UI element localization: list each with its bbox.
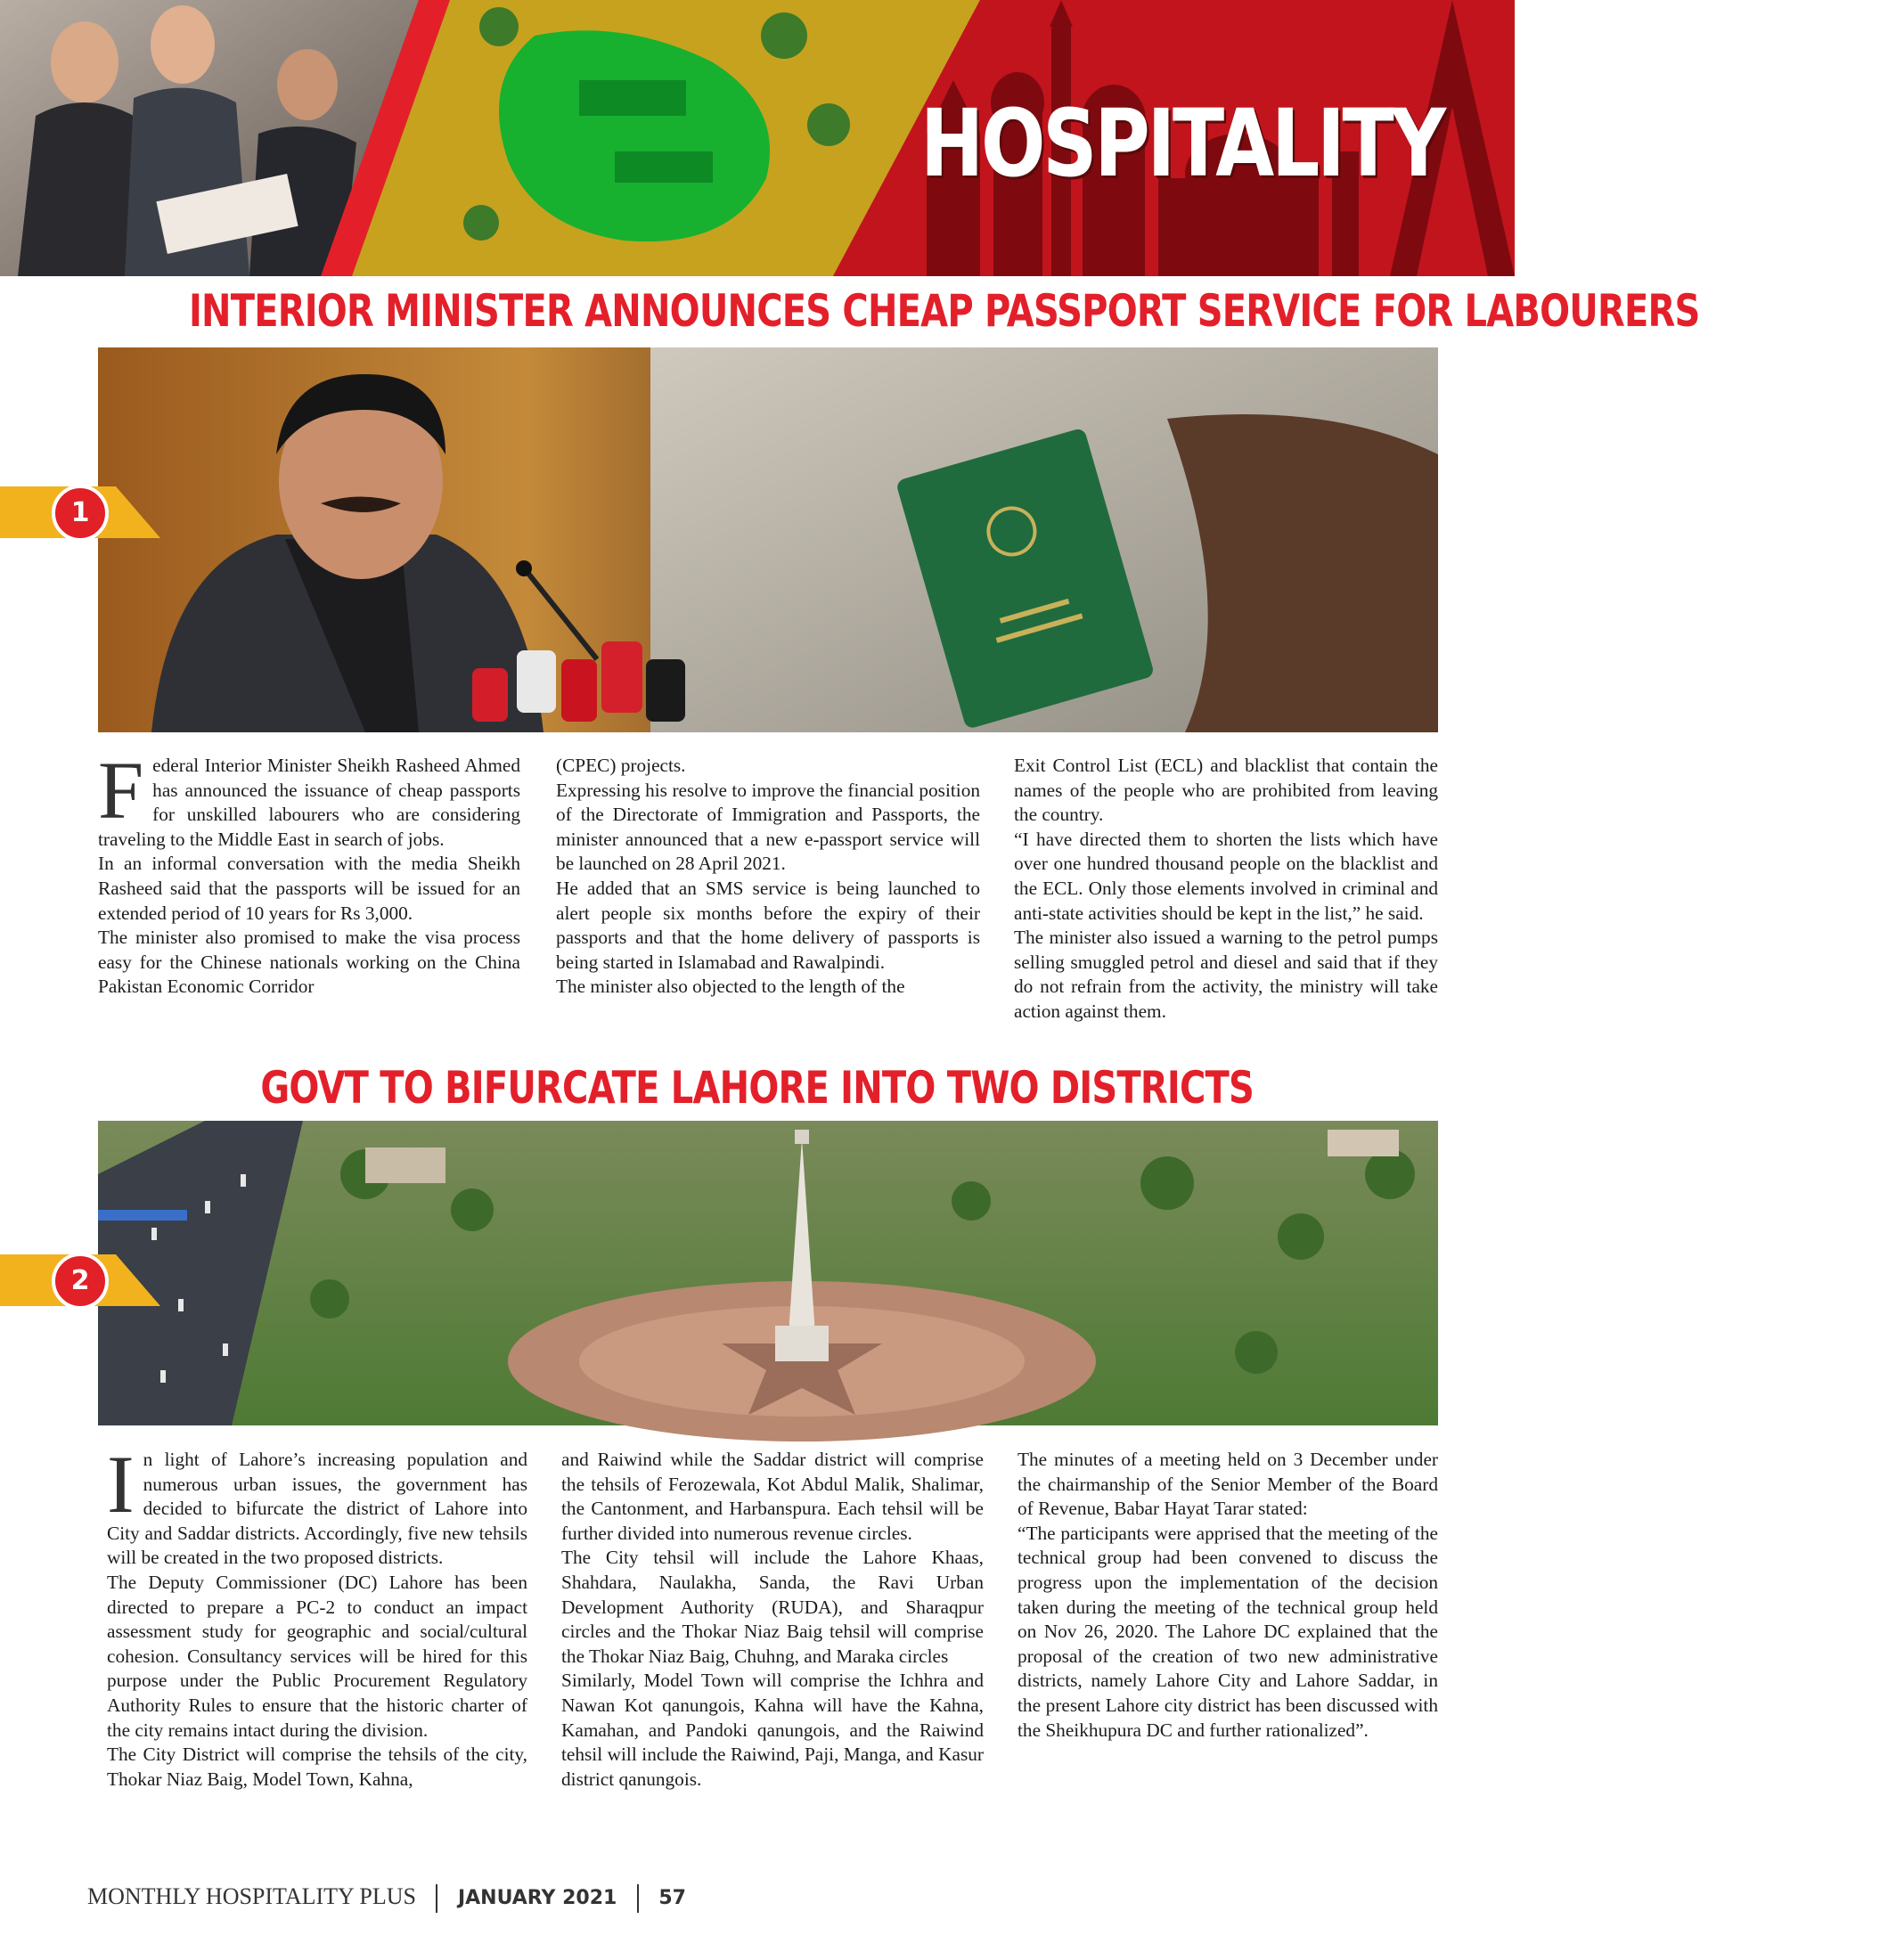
article-1-drop-cap: F	[98, 745, 144, 836]
article-2-column-3	[1018, 1448, 1438, 1743]
paragraph: The minutes of a meeting held on 3 December under the chairmanship of the Senior Member of the Board of Revenue, Babar Hayat Tarar stated:	[1018, 1449, 1438, 1520]
paragraph: n light of Lahore’s increasing population and numerous urban issues, the government has decided to bifurcate the district of Lahore into City and Saddar districts. Accordingly, five new tehsils will be created in the two proposed districts.	[107, 1449, 527, 1569]
article-1-number: 1	[52, 485, 109, 542]
article-2-number-marker	[0, 1254, 160, 1306]
article-1-number-marker	[0, 486, 160, 538]
paragraph: The minister also promised to make the visa process easy for the Chinese nationals working on the China Pakistan Economic Corridor	[98, 927, 520, 998]
section-title: HOSPITALITY	[920, 89, 1443, 198]
paragraph: and Raiwind while the Saddar district will comprise the tehsils of Ferozewala, Kot Abdul Malik, Shalimar, the Cantonment, and Harbanspura. Each tehsil will be further divided into numerous revenue circles.	[561, 1449, 984, 1544]
footer-divider	[436, 1884, 437, 1913]
page-number: 57	[658, 1887, 686, 1909]
article-1-headline	[0, 285, 1700, 337]
paragraph: He added that an SMS service is being launched to alert people six months before the expiry of their passports and that the home delivery of passports is being started in Islamabad and Rawalpindi.	[556, 877, 980, 973]
article-2-number: 2	[52, 1253, 109, 1310]
paragraph: Expressing his resolve to improve the financial position of the Directorate of Immigration and Passports, the minister announced that a new e-passport service will be launched on 28 April 2021.	[556, 779, 980, 875]
article-1-column-2	[556, 754, 980, 1000]
article-2-column-1	[107, 1439, 527, 1792]
article-2-headline-text: GOVT TO BIFURCATE LAHORE INTO TWO DISTRICTS	[260, 1062, 1255, 1114]
footer-divider	[637, 1884, 639, 1913]
paragraph: “The participants were apprised that the meeting of the technical group had been convened to discuss the progress upon the implementation of the decision taken during the meeting of the technical group held on Nov 26, 2020. The Lahore DC explained that the proposal of the creation of two new administrative districts, namely Lahore City and Lahore Saddar, in the present Lahore city district has been discussed with the Sheikhupura DC and further rationalized”.	[1018, 1522, 1438, 1741]
article-1-headline-text: INTERIOR MINISTER ANNOUNCES CHEAP PASSPORT SERVICE FOR LABOURERS	[188, 285, 1700, 337]
page-footer	[87, 1883, 686, 1913]
publication-name: MONTHLY HOSPITALITY PLUS	[87, 1883, 416, 1909]
paragraph: “I have directed them to shorten the lists which have over one hundred thousand people on the blacklist and the ECL. Only those elements involved in criminal and anti-state activities should be kept in the list,” he said.	[1014, 828, 1438, 924]
paragraph: The City tehsil will include the Lahore Khaas, Shahdara, Naulakha, Sanda, the Ravi Urban Development Authority (RUDA), and Sharaqpur circles and the Thokar Niaz Baig tehsil will comprise the Thokar Niaz Baig, Chuhng, and Maraka circles	[561, 1547, 984, 1667]
paragraph: Similarly, Model Town will comprise the Ichhra and Nawan Kot qanungois, Kahna will have the Kahna, Kamahan, and Pandoki qanungois, and the Raiwind tehsil will include the Raiwind, Paji, Manga, and Kasur district qanungois.	[561, 1670, 984, 1790]
paragraph: The Deputy Commissioner (DC) Lahore has been directed to prepare a PC-2 to conduct an impact assessment study for geographic and social/cultural cohesion. Consultancy services will be hired for this purpose under the Public Procurement Regulatory Authority Rules to ensure that the historic charter of the city remains intact during the division.	[107, 1571, 527, 1741]
article-1-column-3	[1014, 754, 1438, 1025]
article-1-column-1	[98, 745, 520, 1000]
article-2-column-2	[561, 1448, 984, 1792]
issue-date: JANUARY 2021	[457, 1887, 617, 1909]
article-2-photo	[98, 1121, 1438, 1425]
paragraph: (CPEC) projects.	[556, 755, 686, 776]
article-1-photo	[98, 347, 1438, 732]
paragraph: ederal Interior Minister Sheikh Rasheed Ahmed has announced the issuance of cheap passports for unskilled labourers who are considering traveling to the Middle East in search of jobs.	[98, 755, 520, 850]
paragraph: The minister also issued a warning to the petrol pumps selling smuggled petrol and diesel and said that if they do not refrain from the activity, the ministry will take action against them.	[1014, 927, 1438, 1022]
paragraph: Exit Control List (ECL) and blacklist that contain the names of the people who are prohibited from leaving the country.	[1014, 755, 1438, 826]
article-2-drop-cap: I	[107, 1439, 135, 1530]
article-2-headline	[0, 1062, 1515, 1114]
paragraph: The minister also objected to the length of the	[556, 976, 905, 998]
section-banner	[0, 0, 1515, 276]
paragraph: In an informal conversation with the media Sheikh Rasheed said that the passports will be issued for an extended period of 10 years for Rs 3,000.	[98, 853, 520, 924]
paragraph: The City District will comprise the tehsils of the city, Thokar Niaz Baig, Model Town, Kahna,	[107, 1744, 527, 1790]
